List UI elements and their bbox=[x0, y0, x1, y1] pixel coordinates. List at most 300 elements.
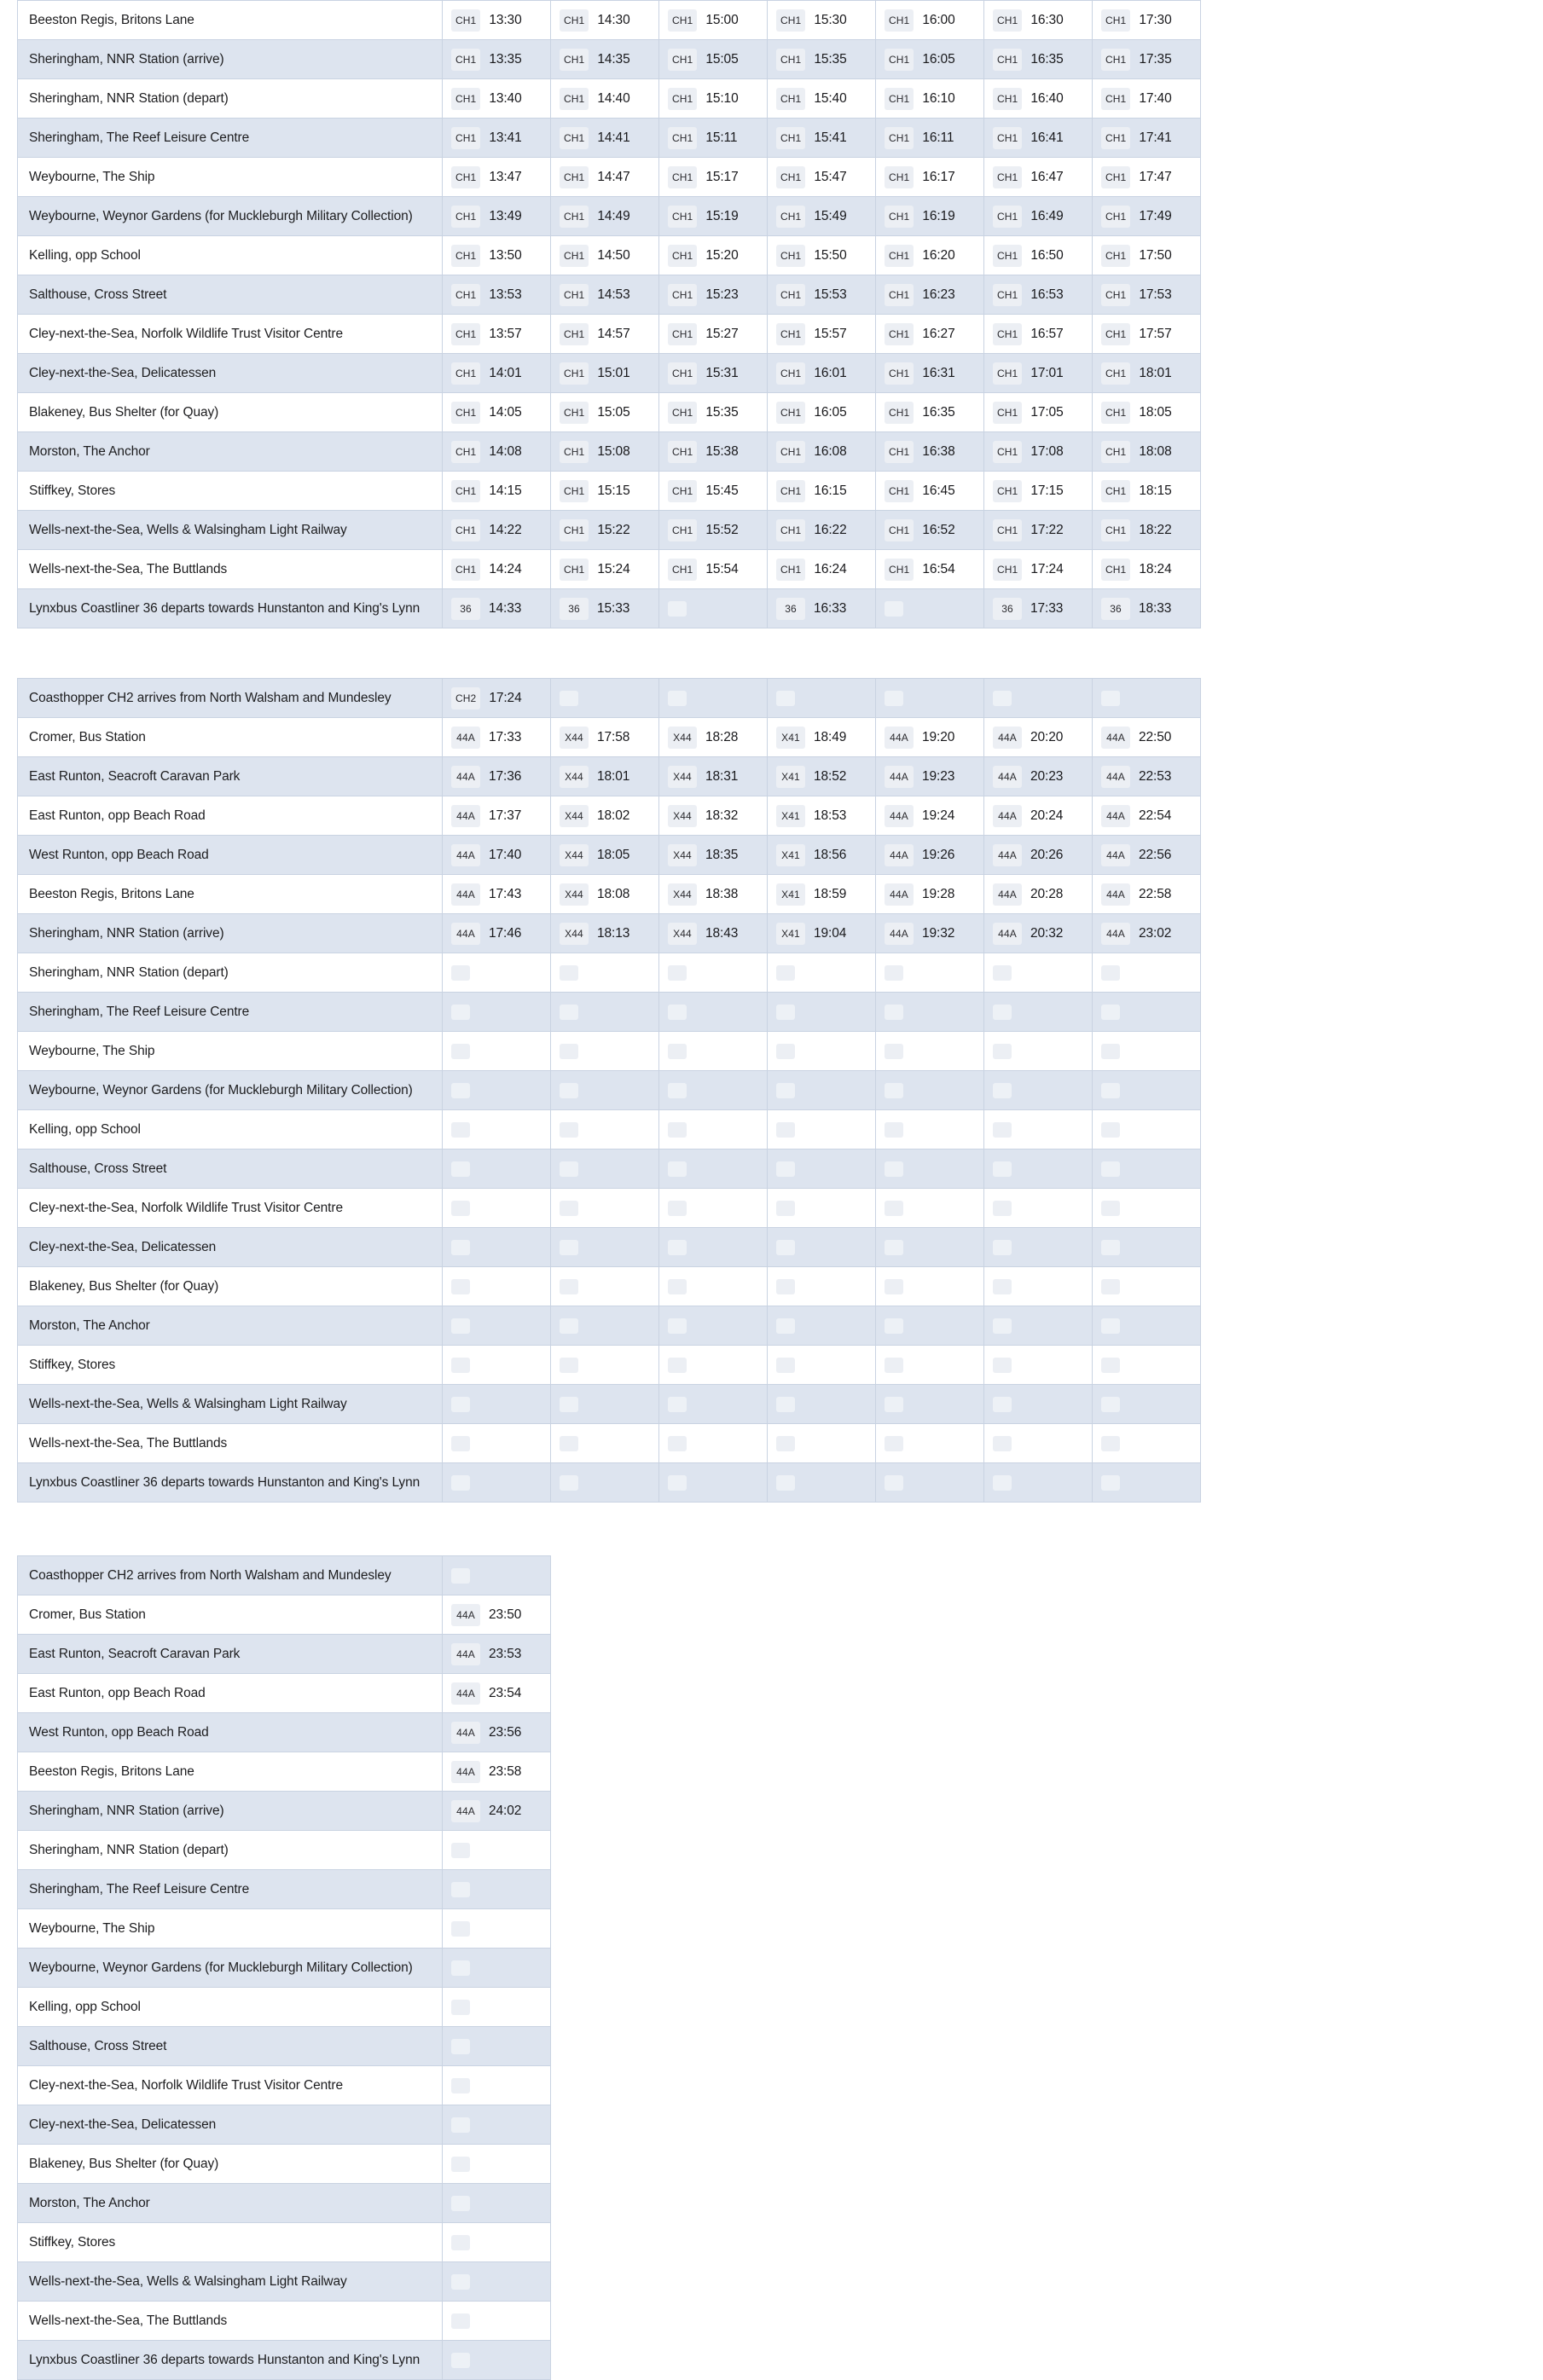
departure-cell[interactable] bbox=[659, 757, 768, 796]
departure-cell[interactable] bbox=[1093, 472, 1201, 511]
departure-cell[interactable] bbox=[443, 1424, 551, 1463]
departure-cell[interactable] bbox=[659, 1110, 768, 1149]
route-badge[interactable]: CH1 bbox=[993, 480, 1022, 502]
departure-cell[interactable] bbox=[876, 1228, 984, 1267]
route-badge[interactable]: 44A bbox=[451, 1643, 480, 1665]
route-badge[interactable]: CH1 bbox=[993, 245, 1022, 267]
departure-cell[interactable] bbox=[443, 718, 551, 757]
route-badge[interactable]: CH1 bbox=[668, 206, 697, 228]
departure-cell[interactable] bbox=[551, 993, 659, 1032]
departure-cell[interactable] bbox=[659, 1306, 768, 1346]
route-badge[interactable]: CH1 bbox=[776, 441, 805, 463]
route-badge[interactable]: 44A bbox=[993, 844, 1022, 866]
departure-cell[interactable] bbox=[551, 315, 659, 354]
route-badge[interactable]: CH1 bbox=[560, 559, 589, 581]
route-badge[interactable]: CH1 bbox=[451, 362, 480, 385]
route-badge[interactable]: 44A bbox=[885, 727, 914, 749]
departure-cell[interactable] bbox=[984, 472, 1093, 511]
departure-cell[interactable] bbox=[984, 1228, 1093, 1267]
departure-cell[interactable] bbox=[1093, 993, 1201, 1032]
route-badge[interactable]: CH1 bbox=[885, 166, 914, 188]
route-badge[interactable]: X44 bbox=[560, 844, 589, 866]
route-badge[interactable]: 44A bbox=[451, 1682, 480, 1705]
departure-cell[interactable] bbox=[984, 914, 1093, 953]
departure-cell[interactable] bbox=[551, 354, 659, 393]
route-badge[interactable]: 44A bbox=[885, 844, 914, 866]
route-badge[interactable]: CH1 bbox=[1101, 402, 1130, 424]
departure-cell[interactable] bbox=[984, 393, 1093, 432]
departure-cell[interactable] bbox=[876, 119, 984, 158]
departure-cell[interactable] bbox=[551, 1189, 659, 1228]
departure-cell[interactable] bbox=[551, 1306, 659, 1346]
route-badge[interactable]: 44A bbox=[451, 883, 480, 906]
departure-cell[interactable] bbox=[876, 914, 984, 953]
departure-cell[interactable] bbox=[768, 315, 876, 354]
departure-cell[interactable] bbox=[876, 1071, 984, 1110]
departure-cell[interactable] bbox=[1093, 1071, 1201, 1110]
route-badge[interactable]: CH1 bbox=[1101, 127, 1130, 149]
departure-cell[interactable] bbox=[876, 472, 984, 511]
departure-cell[interactable] bbox=[551, 197, 659, 236]
departure-cell[interactable] bbox=[984, 275, 1093, 315]
departure-cell[interactable] bbox=[1093, 1463, 1201, 1503]
departure-cell[interactable] bbox=[768, 718, 876, 757]
departure-cell[interactable] bbox=[443, 2341, 551, 2380]
route-badge[interactable]: CH1 bbox=[560, 206, 589, 228]
departure-cell[interactable] bbox=[1093, 1110, 1201, 1149]
route-badge[interactable]: 36 bbox=[451, 598, 480, 620]
departure-cell[interactable] bbox=[551, 158, 659, 197]
route-badge[interactable]: X41 bbox=[776, 727, 805, 749]
departure-cell[interactable] bbox=[984, 953, 1093, 993]
departure-cell[interactable] bbox=[1093, 589, 1201, 628]
route-badge[interactable]: CH1 bbox=[885, 402, 914, 424]
departure-cell[interactable] bbox=[551, 1463, 659, 1503]
route-badge[interactable]: CH1 bbox=[776, 323, 805, 345]
departure-cell[interactable] bbox=[659, 914, 768, 953]
route-badge[interactable]: X44 bbox=[560, 727, 589, 749]
departure-cell[interactable] bbox=[876, 757, 984, 796]
departure-cell[interactable] bbox=[443, 2066, 551, 2105]
departure-cell[interactable] bbox=[768, 1189, 876, 1228]
departure-cell[interactable] bbox=[984, 158, 1093, 197]
departure-cell[interactable] bbox=[443, 2105, 551, 2145]
departure-cell[interactable] bbox=[984, 550, 1093, 589]
departure-cell[interactable] bbox=[551, 679, 659, 718]
departure-cell[interactable] bbox=[659, 796, 768, 836]
departure-cell[interactable] bbox=[768, 1463, 876, 1503]
departure-cell[interactable] bbox=[443, 1713, 551, 1752]
departure-cell[interactable] bbox=[1093, 875, 1201, 914]
route-badge[interactable]: CH1 bbox=[668, 559, 697, 581]
route-badge[interactable]: CH1 bbox=[560, 362, 589, 385]
departure-cell[interactable] bbox=[1093, 550, 1201, 589]
departure-cell[interactable] bbox=[443, 275, 551, 315]
route-badge[interactable]: CH1 bbox=[885, 323, 914, 345]
route-badge[interactable]: 44A bbox=[885, 923, 914, 945]
departure-cell[interactable] bbox=[443, 2184, 551, 2223]
route-badge[interactable]: CH1 bbox=[1101, 323, 1130, 345]
departure-cell[interactable] bbox=[768, 354, 876, 393]
departure-cell[interactable] bbox=[443, 1870, 551, 1909]
departure-cell[interactable] bbox=[443, 1228, 551, 1267]
departure-cell[interactable] bbox=[876, 550, 984, 589]
route-badge[interactable]: CH1 bbox=[1101, 245, 1130, 267]
departure-cell[interactable] bbox=[659, 1463, 768, 1503]
route-badge[interactable]: CH1 bbox=[776, 245, 805, 267]
departure-cell[interactable] bbox=[659, 354, 768, 393]
departure-cell[interactable] bbox=[443, 1110, 551, 1149]
departure-cell[interactable] bbox=[768, 1110, 876, 1149]
departure-cell[interactable] bbox=[1093, 679, 1201, 718]
route-badge[interactable]: 44A bbox=[1101, 727, 1130, 749]
departure-cell[interactable] bbox=[984, 1, 1093, 40]
route-badge[interactable]: CH1 bbox=[560, 49, 589, 71]
route-badge[interactable]: X41 bbox=[776, 805, 805, 827]
departure-cell[interactable] bbox=[443, 432, 551, 472]
route-badge[interactable]: 44A bbox=[1101, 805, 1130, 827]
route-badge[interactable]: CH1 bbox=[451, 323, 480, 345]
departure-cell[interactable] bbox=[984, 1463, 1093, 1503]
departure-cell[interactable] bbox=[551, 236, 659, 275]
route-badge[interactable]: 44A bbox=[885, 805, 914, 827]
departure-cell[interactable] bbox=[659, 1032, 768, 1071]
route-badge[interactable]: CH1 bbox=[776, 402, 805, 424]
route-badge[interactable]: CH1 bbox=[885, 519, 914, 541]
route-badge[interactable]: CH1 bbox=[993, 127, 1022, 149]
route-badge[interactable]: CH1 bbox=[560, 127, 589, 149]
route-badge[interactable]: CH1 bbox=[776, 9, 805, 32]
departure-cell[interactable] bbox=[768, 589, 876, 628]
route-badge[interactable]: 44A bbox=[993, 766, 1022, 788]
route-badge[interactable]: CH1 bbox=[451, 9, 480, 32]
route-badge[interactable]: CH1 bbox=[885, 88, 914, 110]
departure-cell[interactable] bbox=[551, 953, 659, 993]
route-badge[interactable]: CH1 bbox=[668, 88, 697, 110]
route-badge[interactable]: X44 bbox=[560, 923, 589, 945]
departure-cell[interactable] bbox=[551, 275, 659, 315]
departure-cell[interactable] bbox=[1093, 511, 1201, 550]
departure-cell[interactable] bbox=[768, 158, 876, 197]
departure-cell[interactable] bbox=[659, 875, 768, 914]
route-badge[interactable]: CH1 bbox=[668, 441, 697, 463]
departure-cell[interactable] bbox=[443, 1792, 551, 1831]
departure-cell[interactable] bbox=[659, 158, 768, 197]
departure-cell[interactable] bbox=[551, 1, 659, 40]
departure-cell[interactable] bbox=[443, 1831, 551, 1870]
departure-cell[interactable] bbox=[876, 315, 984, 354]
departure-cell[interactable] bbox=[443, 158, 551, 197]
departure-cell[interactable] bbox=[768, 236, 876, 275]
departure-cell[interactable] bbox=[1093, 1228, 1201, 1267]
route-badge[interactable]: CH1 bbox=[1101, 441, 1130, 463]
route-badge[interactable]: CH1 bbox=[993, 166, 1022, 188]
departure-cell[interactable] bbox=[551, 1149, 659, 1189]
departure-cell[interactable] bbox=[984, 40, 1093, 79]
route-badge[interactable]: 44A bbox=[993, 727, 1022, 749]
route-badge[interactable]: 44A bbox=[451, 1800, 480, 1822]
departure-cell[interactable] bbox=[876, 1149, 984, 1189]
departure-cell[interactable] bbox=[984, 1346, 1093, 1385]
departure-cell[interactable] bbox=[1093, 1032, 1201, 1071]
departure-cell[interactable] bbox=[1093, 354, 1201, 393]
departure-cell[interactable] bbox=[768, 875, 876, 914]
departure-cell[interactable] bbox=[443, 197, 551, 236]
route-badge[interactable]: CH1 bbox=[1101, 9, 1130, 32]
route-badge[interactable]: 44A bbox=[885, 766, 914, 788]
departure-cell[interactable] bbox=[768, 1424, 876, 1463]
departure-cell[interactable] bbox=[551, 718, 659, 757]
route-badge[interactable]: CH1 bbox=[993, 519, 1022, 541]
departure-cell[interactable] bbox=[768, 393, 876, 432]
departure-cell[interactable] bbox=[659, 1149, 768, 1189]
departure-cell[interactable] bbox=[876, 354, 984, 393]
departure-cell[interactable] bbox=[768, 1032, 876, 1071]
departure-cell[interactable] bbox=[876, 679, 984, 718]
departure-cell[interactable] bbox=[443, 2223, 551, 2262]
departure-cell[interactable] bbox=[876, 1110, 984, 1149]
departure-cell[interactable] bbox=[443, 79, 551, 119]
departure-cell[interactable] bbox=[1093, 1346, 1201, 1385]
route-badge[interactable]: CH1 bbox=[993, 441, 1022, 463]
departure-cell[interactable] bbox=[659, 550, 768, 589]
departure-cell[interactable] bbox=[551, 550, 659, 589]
departure-cell[interactable] bbox=[768, 1267, 876, 1306]
departure-cell[interactable] bbox=[1093, 1149, 1201, 1189]
departure-cell[interactable] bbox=[876, 836, 984, 875]
departure-cell[interactable] bbox=[443, 2027, 551, 2066]
route-badge[interactable]: CH1 bbox=[451, 284, 480, 306]
departure-cell[interactable] bbox=[1093, 1385, 1201, 1424]
route-badge[interactable]: CH1 bbox=[885, 441, 914, 463]
route-badge[interactable]: CH1 bbox=[560, 402, 589, 424]
route-badge[interactable]: CH1 bbox=[451, 206, 480, 228]
route-badge[interactable]: X44 bbox=[668, 883, 697, 906]
departure-cell[interactable] bbox=[659, 1385, 768, 1424]
departure-cell[interactable] bbox=[768, 1071, 876, 1110]
departure-cell[interactable] bbox=[443, 1988, 551, 2027]
route-badge[interactable]: CH1 bbox=[885, 9, 914, 32]
route-badge[interactable]: CH1 bbox=[668, 284, 697, 306]
route-badge[interactable]: 36 bbox=[1101, 598, 1130, 620]
departure-cell[interactable] bbox=[659, 275, 768, 315]
departure-cell[interactable] bbox=[768, 993, 876, 1032]
route-badge[interactable]: X41 bbox=[776, 766, 805, 788]
route-badge[interactable]: X44 bbox=[668, 923, 697, 945]
departure-cell[interactable] bbox=[1093, 757, 1201, 796]
departure-cell[interactable] bbox=[768, 550, 876, 589]
departure-cell[interactable] bbox=[551, 432, 659, 472]
departure-cell[interactable] bbox=[659, 1424, 768, 1463]
route-badge[interactable]: CH1 bbox=[668, 519, 697, 541]
departure-cell[interactable] bbox=[443, 757, 551, 796]
route-badge[interactable]: CH1 bbox=[668, 245, 697, 267]
departure-cell[interactable] bbox=[443, 1949, 551, 1988]
departure-cell[interactable] bbox=[984, 993, 1093, 1032]
departure-cell[interactable] bbox=[876, 158, 984, 197]
route-badge[interactable]: CH1 bbox=[451, 441, 480, 463]
route-badge[interactable]: CH1 bbox=[776, 362, 805, 385]
route-badge[interactable]: CH1 bbox=[560, 323, 589, 345]
departure-cell[interactable] bbox=[659, 1346, 768, 1385]
departure-cell[interactable] bbox=[1093, 1424, 1201, 1463]
departure-cell[interactable] bbox=[768, 757, 876, 796]
route-badge[interactable]: 44A bbox=[993, 805, 1022, 827]
route-badge[interactable]: CH1 bbox=[993, 206, 1022, 228]
departure-cell[interactable] bbox=[1093, 315, 1201, 354]
departure-cell[interactable] bbox=[876, 993, 984, 1032]
route-badge[interactable]: 44A bbox=[451, 766, 480, 788]
departure-cell[interactable] bbox=[659, 472, 768, 511]
route-badge[interactable]: CH1 bbox=[560, 284, 589, 306]
route-badge[interactable]: 44A bbox=[993, 923, 1022, 945]
departure-cell[interactable] bbox=[876, 1267, 984, 1306]
route-badge[interactable]: CH1 bbox=[451, 480, 480, 502]
route-badge[interactable]: 44A bbox=[993, 883, 1022, 906]
route-badge[interactable]: CH1 bbox=[1101, 206, 1130, 228]
departure-cell[interactable] bbox=[768, 1, 876, 40]
departure-cell[interactable] bbox=[443, 1674, 551, 1713]
departure-cell[interactable] bbox=[443, 1149, 551, 1189]
route-badge[interactable]: CH1 bbox=[885, 559, 914, 581]
departure-cell[interactable] bbox=[984, 796, 1093, 836]
route-badge[interactable]: CH1 bbox=[1101, 49, 1130, 71]
departure-cell[interactable] bbox=[876, 953, 984, 993]
route-badge[interactable]: CH1 bbox=[1101, 166, 1130, 188]
route-badge[interactable]: X41 bbox=[776, 883, 805, 906]
departure-cell[interactable] bbox=[551, 1424, 659, 1463]
departure-cell[interactable] bbox=[443, 1071, 551, 1110]
route-badge[interactable]: CH1 bbox=[993, 284, 1022, 306]
route-badge[interactable]: CH1 bbox=[1101, 88, 1130, 110]
route-badge[interactable]: CH1 bbox=[993, 402, 1022, 424]
departure-cell[interactable] bbox=[659, 993, 768, 1032]
route-badge[interactable]: CH1 bbox=[560, 245, 589, 267]
route-badge[interactable]: 44A bbox=[885, 883, 914, 906]
departure-cell[interactable] bbox=[551, 472, 659, 511]
departure-cell[interactable] bbox=[984, 236, 1093, 275]
departure-cell[interactable] bbox=[984, 1267, 1093, 1306]
departure-cell[interactable] bbox=[1093, 158, 1201, 197]
departure-cell[interactable] bbox=[768, 953, 876, 993]
departure-cell[interactable] bbox=[1093, 432, 1201, 472]
departure-cell[interactable] bbox=[768, 914, 876, 953]
departure-cell[interactable] bbox=[443, 914, 551, 953]
departure-cell[interactable] bbox=[984, 354, 1093, 393]
departure-cell[interactable] bbox=[984, 1424, 1093, 1463]
route-badge[interactable]: X44 bbox=[668, 805, 697, 827]
route-badge[interactable]: CH1 bbox=[885, 127, 914, 149]
departure-cell[interactable] bbox=[1093, 79, 1201, 119]
departure-cell[interactable] bbox=[1093, 1267, 1201, 1306]
route-badge[interactable]: 36 bbox=[776, 598, 805, 620]
departure-cell[interactable] bbox=[1093, 393, 1201, 432]
departure-cell[interactable] bbox=[443, 119, 551, 158]
route-badge[interactable]: X44 bbox=[668, 727, 697, 749]
departure-cell[interactable] bbox=[551, 836, 659, 875]
departure-cell[interactable] bbox=[1093, 953, 1201, 993]
departure-cell[interactable] bbox=[443, 1032, 551, 1071]
departure-cell[interactable] bbox=[1093, 718, 1201, 757]
departure-cell[interactable] bbox=[443, 236, 551, 275]
route-badge[interactable]: 44A bbox=[1101, 766, 1130, 788]
route-badge[interactable]: CH1 bbox=[776, 127, 805, 149]
departure-cell[interactable] bbox=[1093, 836, 1201, 875]
departure-cell[interactable] bbox=[768, 119, 876, 158]
departure-cell[interactable] bbox=[443, 1752, 551, 1792]
departure-cell[interactable] bbox=[768, 511, 876, 550]
departure-cell[interactable] bbox=[659, 197, 768, 236]
departure-cell[interactable] bbox=[443, 472, 551, 511]
departure-cell[interactable] bbox=[984, 315, 1093, 354]
route-badge[interactable]: CH1 bbox=[668, 9, 697, 32]
departure-cell[interactable] bbox=[551, 393, 659, 432]
departure-cell[interactable] bbox=[659, 679, 768, 718]
departure-cell[interactable] bbox=[443, 550, 551, 589]
departure-cell[interactable] bbox=[768, 1306, 876, 1346]
route-badge[interactable]: X44 bbox=[560, 883, 589, 906]
departure-cell[interactable] bbox=[443, 2302, 551, 2341]
departure-cell[interactable] bbox=[984, 589, 1093, 628]
route-badge[interactable]: X44 bbox=[560, 805, 589, 827]
route-badge[interactable]: 44A bbox=[1101, 844, 1130, 866]
departure-cell[interactable] bbox=[443, 993, 551, 1032]
departure-cell[interactable] bbox=[443, 2262, 551, 2302]
route-badge[interactable]: CH1 bbox=[668, 480, 697, 502]
route-badge[interactable]: CH1 bbox=[451, 166, 480, 188]
departure-cell[interactable] bbox=[659, 1, 768, 40]
departure-cell[interactable] bbox=[551, 875, 659, 914]
departure-cell[interactable] bbox=[876, 1463, 984, 1503]
departure-cell[interactable] bbox=[551, 1267, 659, 1306]
departure-cell[interactable] bbox=[876, 236, 984, 275]
departure-cell[interactable] bbox=[876, 1032, 984, 1071]
departure-cell[interactable] bbox=[443, 1306, 551, 1346]
route-badge[interactable]: CH1 bbox=[451, 559, 480, 581]
departure-cell[interactable] bbox=[659, 432, 768, 472]
route-badge[interactable]: CH1 bbox=[1101, 519, 1130, 541]
route-badge[interactable]: 44A bbox=[451, 1604, 480, 1626]
departure-cell[interactable] bbox=[551, 1385, 659, 1424]
departure-cell[interactable] bbox=[1093, 275, 1201, 315]
route-badge[interactable]: 44A bbox=[1101, 923, 1130, 945]
departure-cell[interactable] bbox=[443, 1909, 551, 1949]
departure-cell[interactable] bbox=[443, 1189, 551, 1228]
departure-cell[interactable] bbox=[876, 1189, 984, 1228]
departure-cell[interactable] bbox=[984, 1071, 1093, 1110]
departure-cell[interactable] bbox=[768, 432, 876, 472]
route-badge[interactable]: CH1 bbox=[451, 519, 480, 541]
route-badge[interactable]: CH1 bbox=[560, 519, 589, 541]
route-badge[interactable]: X41 bbox=[776, 844, 805, 866]
route-badge[interactable]: CH1 bbox=[1101, 362, 1130, 385]
departure-cell[interactable] bbox=[984, 757, 1093, 796]
departure-cell[interactable] bbox=[443, 1595, 551, 1635]
route-badge[interactable]: X44 bbox=[560, 766, 589, 788]
departure-cell[interactable] bbox=[768, 1149, 876, 1189]
departure-cell[interactable] bbox=[768, 836, 876, 875]
departure-cell[interactable] bbox=[984, 119, 1093, 158]
departure-cell[interactable] bbox=[768, 197, 876, 236]
route-badge[interactable]: CH1 bbox=[451, 402, 480, 424]
departure-cell[interactable] bbox=[551, 40, 659, 79]
route-badge[interactable]: CH1 bbox=[668, 323, 697, 345]
departure-cell[interactable] bbox=[443, 953, 551, 993]
departure-cell[interactable] bbox=[443, 1, 551, 40]
route-badge[interactable]: 44A bbox=[1101, 883, 1130, 906]
departure-cell[interactable] bbox=[551, 1110, 659, 1149]
route-badge[interactable]: CH1 bbox=[1101, 284, 1130, 306]
